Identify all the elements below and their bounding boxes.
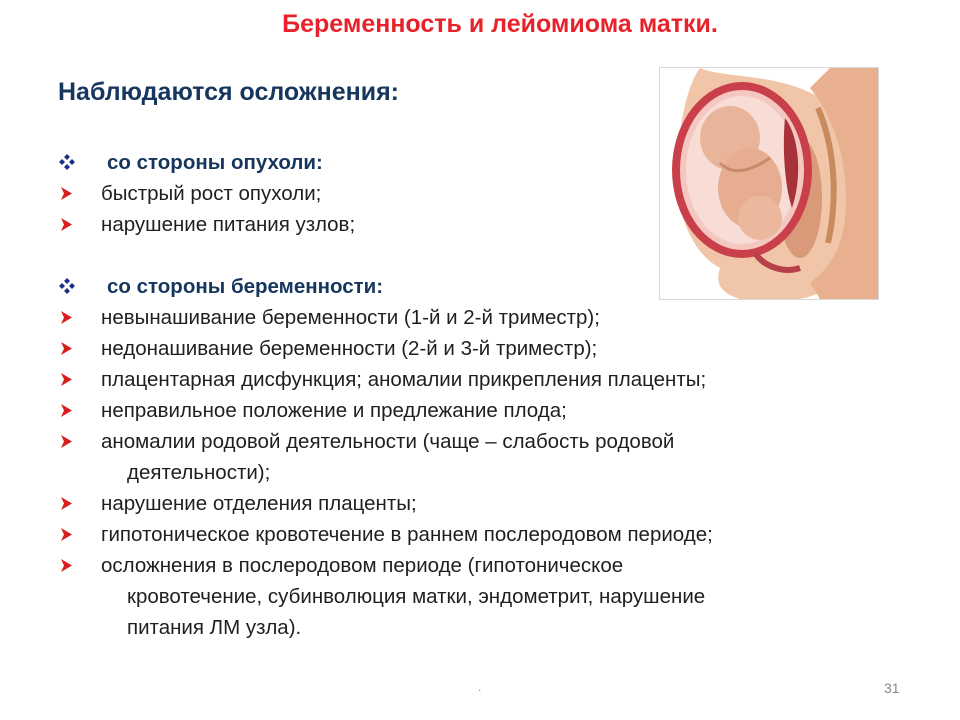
arrowhead-icon (57, 333, 77, 364)
pregnant-uterus-illustration (660, 68, 878, 299)
slide-subtitle: Наблюдаются осложнения: (58, 78, 399, 106)
pregnancy-anatomy-image (659, 67, 879, 300)
list-item: невынашивание беременности (1-й и 2-й триместр); (55, 302, 935, 333)
arrowhead-icon (57, 209, 77, 240)
list-item: плацентарная дисфункция; аномалии прикрепления плаценты; (55, 364, 935, 395)
footer-dot: . (478, 680, 482, 694)
list-item: осложнения в послеродовом периоде (гипотоническое кровотечение, субинволюция матки, эндометрит, нарушение питания ЛМ узла). (55, 550, 935, 643)
arrowhead-icon (57, 426, 77, 457)
arrowhead-icon (57, 302, 77, 333)
list-item: нарушение питания узлов; (55, 209, 935, 240)
arrowhead-icon (57, 519, 77, 550)
arrowhead-icon (57, 550, 77, 581)
four-diamonds-icon (57, 147, 77, 178)
list-item: недонашивание беременности (2-й и 3-й триместр); (55, 333, 935, 364)
arrowhead-icon (57, 395, 77, 426)
arrowhead-icon (57, 178, 77, 209)
list-item: неправильное положение и предлежание плода; (55, 395, 935, 426)
list-item: аномалии родовой деятельности (чаще – слабость родовой деятельности); (55, 426, 935, 488)
page-number: 31 (884, 680, 900, 696)
list-item: нарушение отделения плаценты; (55, 488, 935, 519)
section-heading-pregnancy: со стороны беременности: (55, 271, 935, 302)
list-item: гипотоническое кровотечение в раннем послеродовом периоде; (55, 519, 935, 550)
list-item: быстрый рост опухоли; (55, 178, 935, 209)
arrowhead-icon (57, 488, 77, 519)
slide-title: Беременность и лейомиома матки. (282, 10, 718, 38)
arrowhead-icon (57, 364, 77, 395)
four-diamonds-icon (57, 271, 77, 302)
section-heading-tumor: со стороны опухоли: (55, 147, 935, 178)
